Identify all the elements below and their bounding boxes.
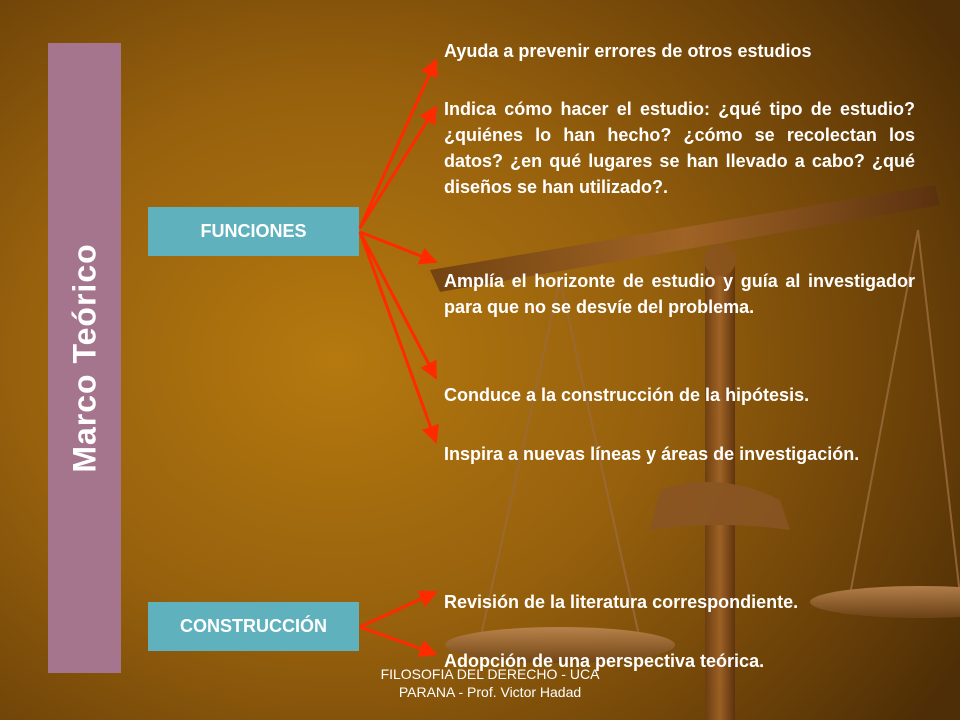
construccion-box: CONSTRUCCIÓN — [148, 602, 359, 651]
funcion-item-3: Amplía el horizonte de estudio y guía al investigador para que no se desvíe del problema. — [444, 271, 915, 317]
funcion-item-1: Ayuda a prevenir errores de otros estudios — [444, 41, 812, 61]
funciones-box: FUNCIONES — [148, 207, 359, 256]
funcion-item-4: Conduce a la construcción de la hipótesis. — [444, 385, 810, 405]
funcion-item-2: Indica cómo hacer el estudio: ¿qué tipo de estudio? ¿quiénes lo han hecho? ¿cómo se recolectan los datos? ¿en qué lugares se han llevado a cabo? ¿qué diseños se han utilizado?. — [444, 99, 915, 197]
construccion-item-2: Adopción de una perspectiva teórica. — [444, 651, 765, 671]
sidebar-title: Marco Teórico — [66, 243, 103, 473]
footer-line-1: FILOSOFIA DEL DERECHO - UCA — [380, 666, 600, 682]
footer — [340, 665, 640, 701]
funcion-item-5: Inspira a nuevas líneas y áreas de investigación. — [444, 444, 860, 464]
footer-line-2: PARANA - Prof. Victor Hadad — [398, 684, 582, 700]
construccion-item-1: Revisión de la literatura correspondiente. — [444, 592, 799, 612]
